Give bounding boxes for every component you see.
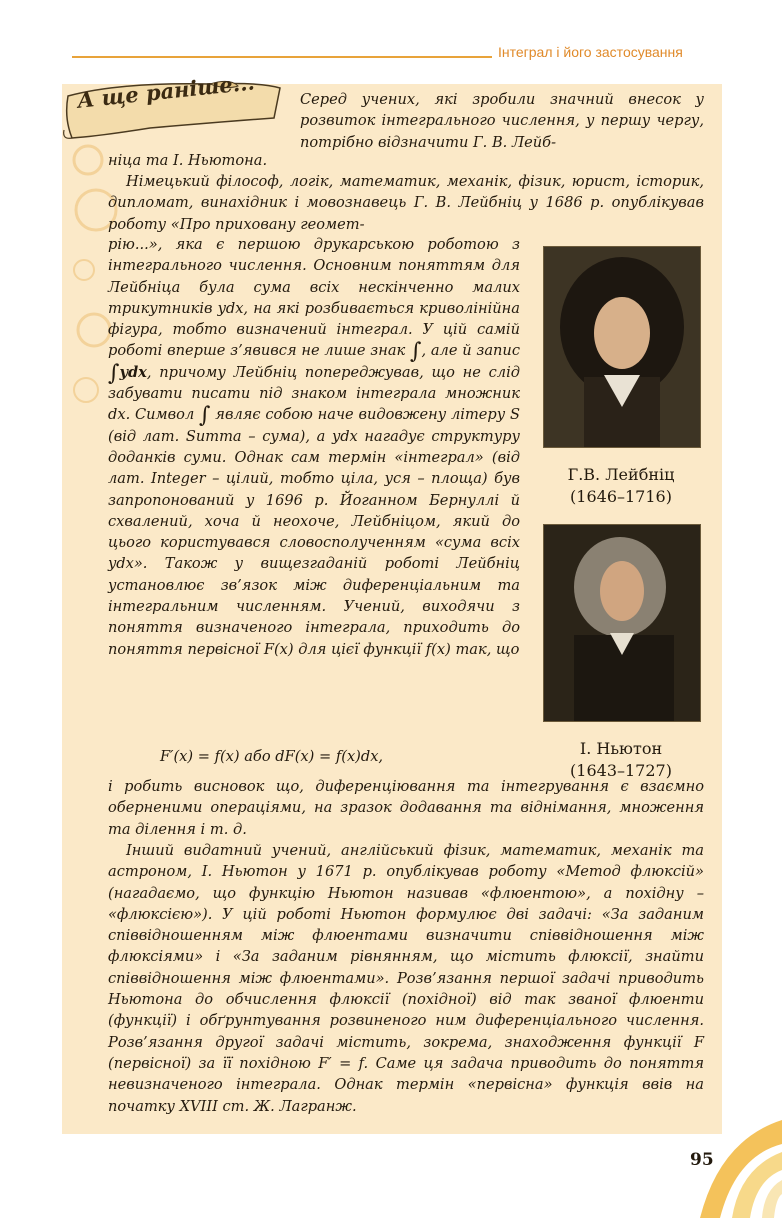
newton-name: І. Ньютон bbox=[579, 739, 663, 758]
newton-years: (1643–1727) bbox=[570, 761, 672, 780]
ydx-expression: ydx bbox=[119, 363, 147, 381]
running-header: Інтеграл і його застосування bbox=[498, 44, 683, 60]
leibniz-name: Г.В. Лейбніц bbox=[567, 465, 675, 484]
leibniz-lead: Німецький філософ, логік, математик, механік, фізик, юрист, історик, дипломат, винахідник і мовознавець Г. В. Лейбніц у 1686 р. опублікував роботу «Про приховану геомет- bbox=[108, 173, 704, 233]
intro-continuation: ніца та І. Ньютона. bbox=[108, 152, 268, 169]
leibniz-years: (1646–1716) bbox=[570, 487, 672, 506]
newton-caption bbox=[531, 738, 711, 782]
column-text-d: являє собою наче видовжену літеру S (від лат. Summa – сума), а ydx нагадує структуру доданків суми. Однак сам термін «інтеграл» (від лат. Integer – цілий, тобто ціла, уся – площа) був запропонований у 1696 р. Йоганном Бернуллі й схвалений, хоча й неохоче, Лейбніцом, який до цього користувався словосполученням «сума всіх ydx». Також у вищезгаданій роботі Лейбніц установлює зв’язок між диференціальним та інтегральним численням. Учений, виходячи з поняття визначеного інтеграла, приходить до поняття первісної F(x) для цієї функції f(x) так, що bbox=[108, 406, 521, 658]
integral-symbol: ∫ bbox=[108, 360, 120, 386]
integral-symbol: ∫ bbox=[199, 403, 211, 429]
newton-paragraph: Інший видатний учений, англійський фізик, математик, механік та астроном, І. Ньютон у 1671 р. опублікував роботу «Метод флюксій» (нагадаємо, що функцію Ньютон називав «флюентою», а похідну – «флюксією»). У цій роботі Ньютон формулює дві задачі: «За заданим співвідношенням між флюентами визначити співвідношення між флюксіями» і «За заданим рівнянням, що містить флюксії, знайти співвідношення між флюентами». Розв’язання першої задачі приводить Ньютона до обчислення флюксії (похідної) від так званої флюенти (функції) і обґрунтування розвиненого ним диференціального числення. Розв’язання другої задачі містить, зокрема, знаходження функції F (первісної) за її похідною F′ = f. Саме ця задача приводить до поняття невизначеного інтеграла. Однак термін «первісна» функція ввів на початку XVIII ст. Ж. Лагранж. bbox=[108, 842, 704, 1115]
leibniz-column bbox=[108, 234, 520, 660]
intro-text: Серед учених, які зробили значний внесок у розвиток інтегрального числення, у першу чергу, потрібно відзначити Г. В. Лейб- bbox=[300, 91, 704, 151]
page-number: 95 bbox=[690, 1150, 714, 1170]
section-title: А ще раніше... bbox=[76, 69, 256, 113]
column-text-b: , але й запис bbox=[421, 342, 520, 360]
header-rule bbox=[72, 56, 492, 58]
column-text-a: рію...», яка є першою друкарською роботою з інтегрального числення. Основним поняттям для Лейбніца була сума всіх нескінченно малих трикутників ydx, на які розбивається криволінійна фігура, тобто визначений інтеграл. У цій самій роботі вперше з’явився не лише знак bbox=[108, 236, 520, 360]
derivative-formula: F′(x) = f(x) або dF(x) = f(x)dx, bbox=[160, 748, 384, 765]
integral-symbol: ∫ bbox=[410, 339, 422, 365]
newton-portrait bbox=[543, 524, 701, 722]
column-text-c: , причому Лейбніц попереджував, що не слід забувати писати під знаком інтеграла множник dx. Символ bbox=[108, 363, 520, 424]
leibniz-caption bbox=[531, 464, 711, 508]
leibniz-portrait bbox=[543, 246, 701, 448]
leibniz-conclusion: і робить висновок що, диференціювання та інтегрування є взаємно оберненими операціями, на зразок додавання та віднімання, множення та ділення і т. д. bbox=[108, 778, 704, 838]
